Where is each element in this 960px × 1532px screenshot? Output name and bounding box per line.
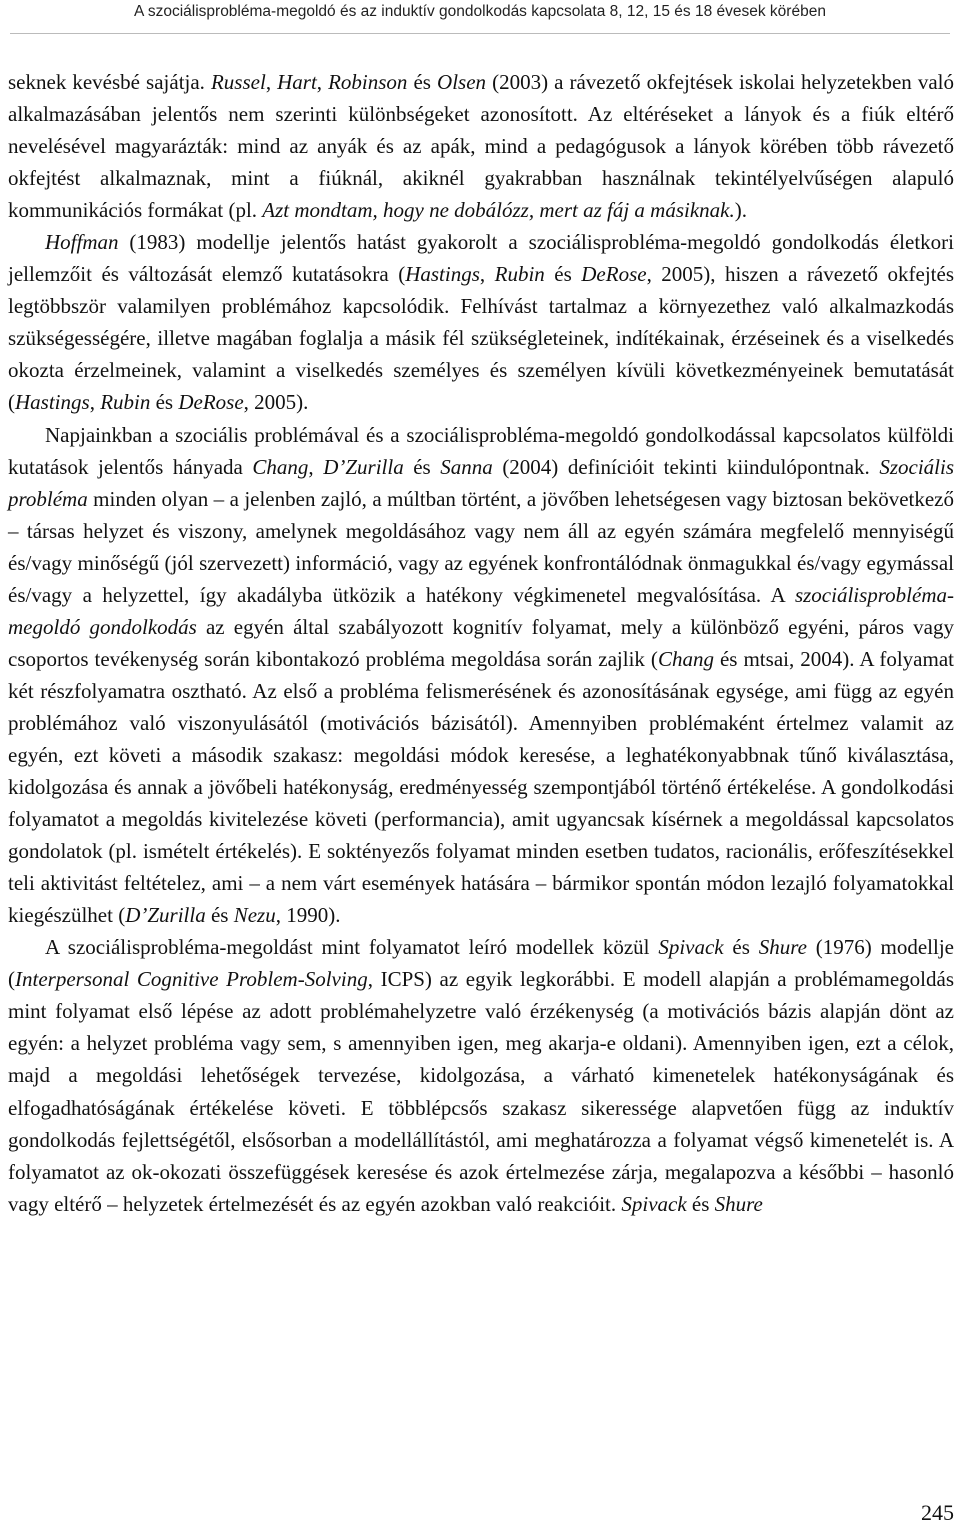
- italic-text: D’Zurilla: [125, 903, 206, 928]
- italic-text: Hastings: [15, 390, 90, 415]
- text-run: az egyén által szabályozott kognitív folyamat, mely a különböző egyéni, páros vagy csoportos tevékenység során kibontakozó probléma megoldása során zajlik (: [8, 614, 954, 671]
- italic-text: Russel: [210, 70, 266, 94]
- italic-text: DeRose: [581, 262, 647, 287]
- italic-text: Azt mondtam, hogy ne dobálózz, mert az fáj a másiknak.: [262, 198, 735, 223]
- text-run: és: [544, 262, 582, 287]
- body-text: [8, 66, 954, 1220]
- paragraph: [8, 419, 954, 932]
- italic-text: Chang: [657, 646, 714, 671]
- text-run: (2003) a rávezető okfejtések iskolai helyzetekben való alkalmazásában jelentős nem szerinti különbségeket azonosított. Az eltéréseket a lányok és a fiúk eltérő nevelésével magyarázták: mind az anyák és az apák, mind a pedagógusok a lányok körében több rávezető okfejtést alkalmaznak, mint a fiúknál, akiknél gyakrabban használnak tekintélyelvűségen alapuló kommunikációs formákat (pl.: [8, 70, 954, 223]
- text-run: és: [403, 454, 441, 479]
- text-run: és: [723, 935, 759, 960]
- paragraph: [8, 66, 954, 226]
- italic-text: Rubin: [494, 262, 545, 287]
- italic-text: Hoffman: [45, 230, 119, 255]
- text-run: ,: [265, 70, 278, 94]
- italic-text: Shure: [714, 1191, 763, 1216]
- text-run: és: [407, 70, 438, 94]
- text-run: (1983) modellje jelentős hatást gyakorolt a szociálisprobléma-megoldó gondolkodás életkori jellemzőit és változását elemző kutatásokra (: [8, 230, 954, 287]
- paragraph: [8, 931, 954, 1219]
- italic-text: Hart: [277, 70, 317, 94]
- italic-text: DeRose: [178, 390, 244, 415]
- text-run: és: [150, 390, 179, 415]
- italic-text: Spivack: [621, 1191, 687, 1216]
- text-run: A szociálisprobléma-megoldást mint folyamatot leíró modellek közül: [45, 935, 659, 960]
- text-run: , 1990).: [275, 903, 341, 928]
- italic-text: Sanna: [440, 454, 493, 479]
- text-run: ,: [316, 70, 329, 94]
- text-run: , 2005), hiszen a rávezető okfejtés legtöbbször valamilyen problémához kapcsolódik. Felhívást tartalmaz a környezethez való alkalmazkodás szükségességére, illetve magában foglalja a másik fél szükségleteinek, indítékainak, érzéseinek és a viselkedés okozta érzelmeinek, valamint a viselkedés személyes és személyen kívüli következményeinek bemutatását (: [8, 262, 955, 415]
- text-run: ,: [479, 262, 495, 287]
- italic-text: Interpersonal Cognitive Problem-Solving: [15, 967, 368, 992]
- text-run: Napjainkban a szociális problémával és a szociálisprobléma-megoldó gondolkodással kapcsolatos külföldi kutatások jelentős hányada: [8, 422, 954, 479]
- italic-text: Olsen: [437, 70, 487, 94]
- text-run: és: [205, 903, 234, 928]
- text-run: minden olyan – a jelenben zajló, a múltban történt, a jövőben lehetségesen vagy biztosan bekövetkező – társas helyzet és viszony, amelynek megoldásához vagy nem áll az egyén számára megfelelő mennyiségű és/vagy minőségű (jól szervezett) információ, vagy az egyének konfrontálódnak önmagukkal és/vagy egymással és/vagy a helyzettel, így akadályba ütközik a hatékony végkimenetel megvalósítása. A: [8, 486, 954, 607]
- page-number: 245: [921, 1500, 954, 1525]
- text-run: ).: [734, 198, 748, 223]
- italic-text: Robinson: [328, 70, 408, 94]
- italic-text: Szociális probléma: [8, 454, 954, 511]
- text-run: seknek kevésbé sajátja.: [8, 70, 211, 94]
- italic-text: Spivack: [658, 935, 724, 960]
- text-run: ,: [308, 454, 324, 479]
- text-run: (2004) definícióit tekinti kiindulópontnak.: [492, 454, 880, 479]
- text-run: , 2005).: [243, 390, 309, 415]
- italic-text: Rubin: [100, 390, 151, 415]
- italic-text: Shure: [758, 935, 807, 960]
- italic-text: D’Zurilla: [323, 454, 404, 479]
- italic-text: Hastings: [405, 262, 480, 287]
- paragraph: [8, 226, 954, 418]
- text-run: és mtsai, 2004). A folyamat két részfolyamatra osztható. Az első a probléma felismerésének és azonosításának egysége, ami függ az egyén problémához való viszonyulásától (motivációs bázisától). Amennyiben problémaként értelmez valamit az egyén, ezt követi a második szakasz: megoldási módok keresése, a leghatékonyabbnak tűnő kiválasztása, kidolgozása és annak a jövőbeli hatékonyság, eredményesség szempontjából történő értékelése. A gondolkodási folyamatot a megoldás kivitelezése követi (performancia), amit ugyancsak kísérnek a megoldással kapcsolatos gondolatok (pl. ismételt értékelés). E soktényezős folyamat minden esetben tudatos, racionális, erőfeszítésekkel teli aktivitást feltételez, ami – a nem várt események hatására – bármikor spontán módon lezajló folyamatokkal kiegészülhet (: [8, 646, 954, 928]
- text-run: (1976) modellje (: [8, 935, 955, 992]
- italic-text: szociálisprobléma-megoldó gondolkodás: [8, 582, 954, 639]
- running-header: A szociálisprobléma-megoldó és az induktív gondolkodás kapcsolata 8, 12, 15 és 18 évesek körében: [134, 3, 826, 20]
- header-divider: [10, 33, 950, 34]
- italic-text: Chang: [252, 454, 309, 479]
- text-run: , ICPS) az egyik legkorábbi. E modell alapján a problémamegoldás mint folyamat első lépése az adott problémahelyzetre való érzékenység (a motivációs bázis alapján dönt az egyén: a helyzet probléma vagy sem, s amennyiben igen, meg akarja-e oldani). Amennyiben igen, ezt a célok, majd a megoldási lehetőségek tervezése, kidolgozása, a várható kimenetelek hatékonyságának és elfogadhatóságának értékelése követi. E többlépcsős szakasz sikeressége alapvetően függ az induktív gondolkodás fejlettségétől, elsősorban a modellállítástól, ami meghatározza a folyamat végső kimenetelét is. A folyamatot az ok-okozati összefüggések keresése és azok értelmezése zárja, megalapozva a későbbi – hasonló vagy eltérő – helyzetek értelmezését és az egyén azokban való reakcióit.: [8, 967, 955, 1216]
- text-run: ,: [89, 390, 101, 415]
- italic-text: Nezu: [233, 903, 276, 928]
- text-run: és: [686, 1191, 715, 1216]
